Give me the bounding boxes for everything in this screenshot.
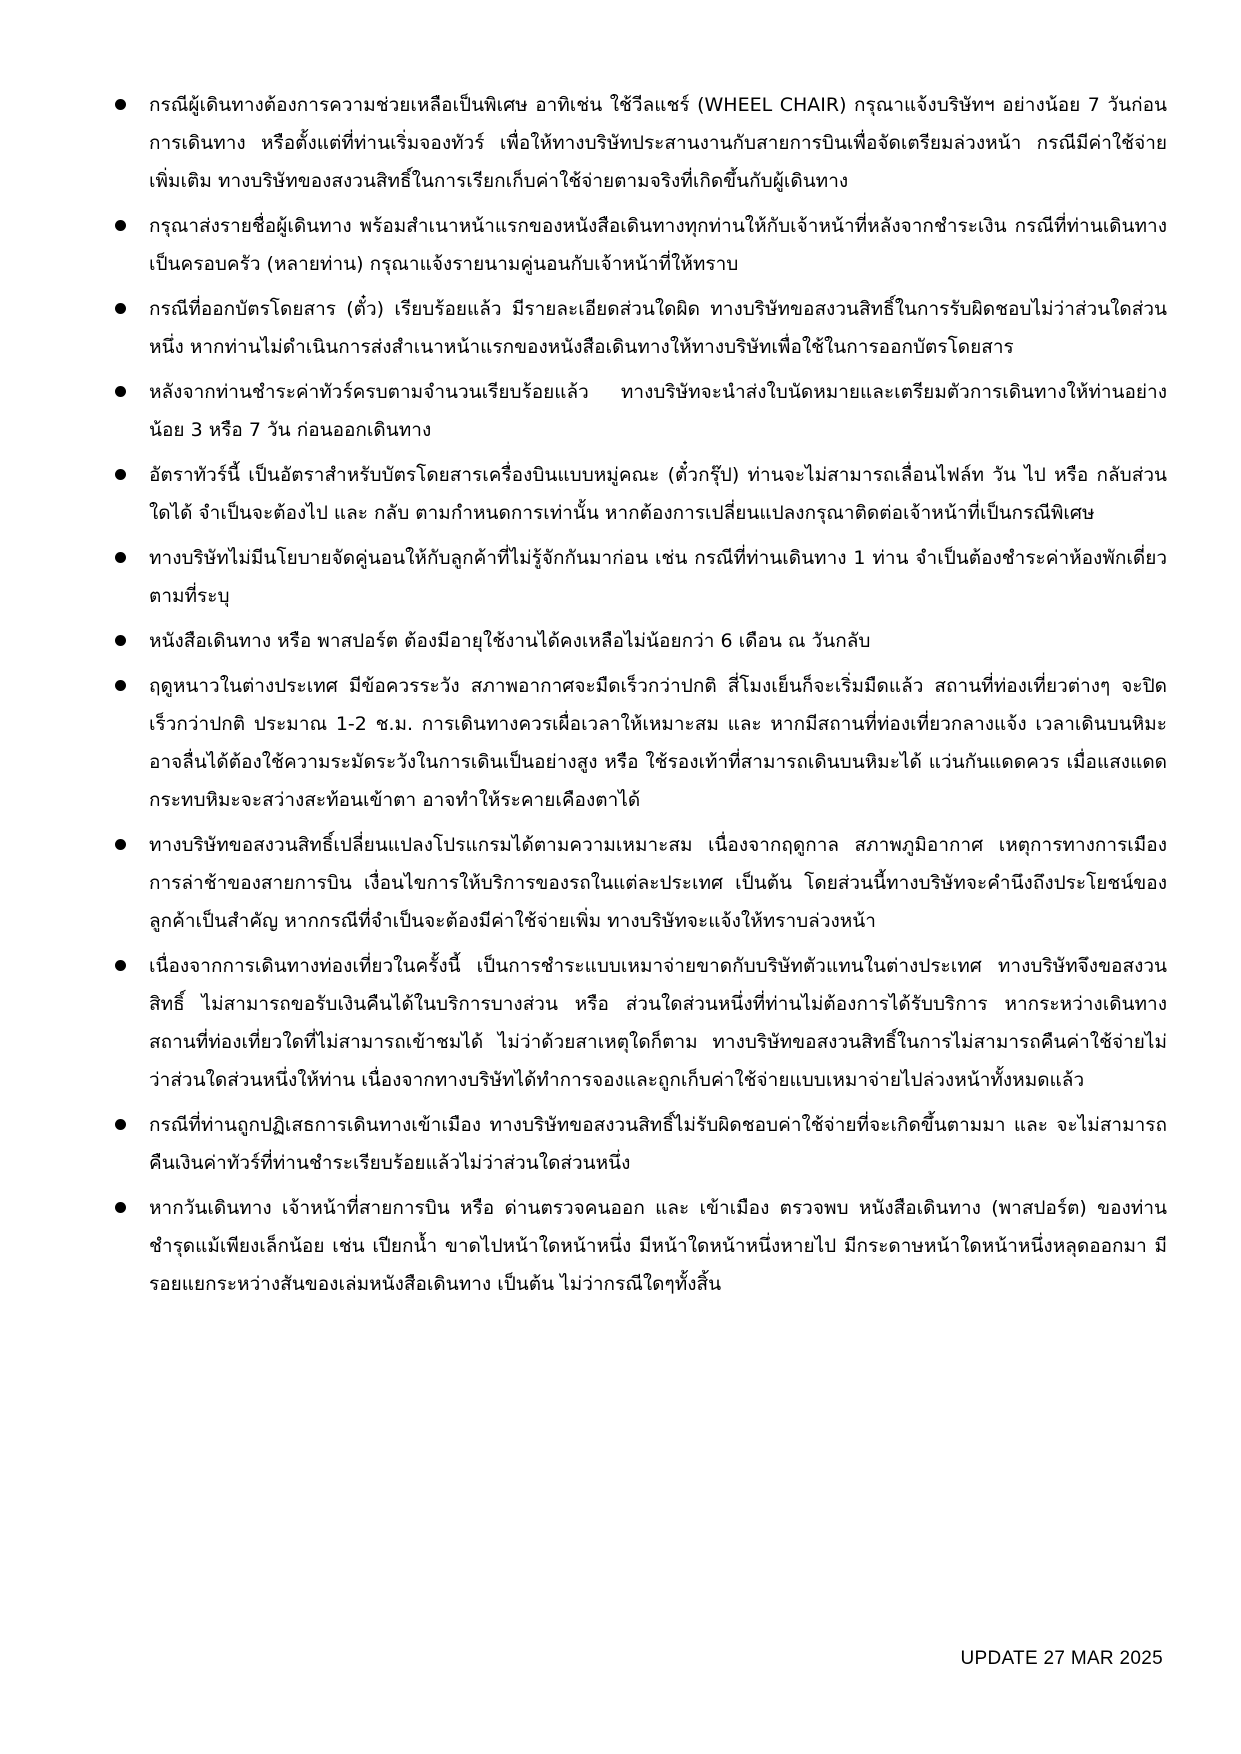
list-item-text: ทางบริษัทไม่มีนโยบายจัดคู่นอนให้กับลูกค้าที่ไม่รู้จักกันมาก่อน เช่น กรณีที่ท่านเดินทาง 1 ท่าน จำเป็นต้องชำระค่าห้องพักเดี่ยวตามที่ระบุ [149, 547, 1167, 607]
bullet-icon [115, 1202, 126, 1213]
list-item [115, 86, 1167, 200]
terms-bullet-list [115, 86, 1167, 1310]
list-item-text: หากวันเดินทาง เจ้าหน้าที่สายการบิน หรือ ด่านตรวจคนออก และ เข้าเมือง ตรวจพบ หนังสือเดินทาง (พาสปอร์ต) ของท่านชำรุดแม้เพียงเล็กน้อย เช่น เปียกน้ำ ขาดไปหน้าใดหน้าหนึ่ง มีหน้าใดหน้าหนึ่งหายไป มีกระดาษหน้าใดหน้าหนึ่งหลุดออกมา มีรอยแยกระหว่างสันของเล่มหนังสือเดินทาง เป็นต้น ไม่ว่ากรณีใดๆทั้งสิ้น [149, 1197, 1167, 1295]
bullet-icon [115, 1119, 126, 1130]
bullet-icon [115, 469, 126, 480]
bullet-icon [115, 839, 126, 850]
list-item-text: เนื่องจากการเดินทางท่องเที่ยวในครั้งนี้ เป็นการชำระแบบเหมาจ่ายขาดกับบริษัทตัวแทนในต่างประเทศ ทางบริษัทจึงขอสงวนสิทธิ์ ไม่สามารถขอรับเงินคืนได้ในบริการบางส่วน หรือ ส่วนใดส่วนหนึ่งที่ท่านไม่ต้องการได้รับบริการ หากระหว่างเดินทาง สถานที่ท่องเที่ยวใดที่ไม่สามารถเข้าชมได้ ไม่ว่าด้วยสาเหตุใดก็ตาม ทางบริษัทขอสงวนสิทธิ์ในการไม่สามารถคืนค่าใช้จ่ายไม่ว่าส่วนใดส่วนหนึ่งให้ท่าน เนื่องจากทางบริษัทได้ทำการจองและถูกเก็บค่าใช้จ่ายแบบเหมาจ่ายไปล่วงหน้าทั้งหมดแล้ว [149, 955, 1167, 1091]
list-item [115, 826, 1167, 940]
bullet-icon [115, 960, 126, 971]
list-item [115, 667, 1167, 819]
list-item [115, 1106, 1167, 1182]
list-item-text: กรณีที่ท่านถูกปฏิเสธการเดินทางเข้าเมือง ทางบริษัทขอสงวนสิทธิ์ไม่รับผิดชอบค่าใช้จ่ายที่จะเกิดขึ้นตามมา และ จะไม่สามารถคืนเงินค่าทัวร์ที่ท่านชำระเรียบร้อยแล้วไม่ว่าส่วนใดส่วนหนึ่ง [149, 1114, 1167, 1174]
bullet-icon [115, 303, 126, 314]
list-item-text: กรณีผู้เดินทางต้องการความช่วยเหลือเป็นพิเศษ อาทิเช่น ใช้วีลแชร์ (WHEEL CHAIR) กรุณาแจ้งบริษัทฯ อย่างน้อย 7 วันก่อนการเดินทาง หรือตั้งแต่ที่ท่านเริ่มจองทัวร์ เพื่อให้ทางบริษัทประสานงานกับสายการบินเพื่อจัดเตรียมล่วงหน้า กรณีมีค่าใช้จ่ายเพิ่มเติม ทางบริษัทของสงวนสิทธิ์ในการเรียกเก็บค่าใช้จ่ายตามจริงที่เกิดขึ้นกับผู้เดินทาง [149, 94, 1167, 192]
list-item-text: หนังสือเดินทาง หรือ พาสปอร์ต ต้องมีอายุใช้งานได้คงเหลือไม่น้อยกว่า 6 เดือน ณ วันกลับ [149, 630, 871, 652]
list-item-text: ฤดูหนาวในต่างประเทศ มีข้อควรระวัง สภาพอากาศจะมืดเร็วกว่าปกติ สี่โมงเย็นก็จะเริ่มมืดแล้ว สถานที่ท่องเที่ยวต่างๆ จะปิดเร็วกว่าปกติ ประมาณ 1-2 ช.ม. การเดินทางควรเผื่อเวลาให้เหมาะสม และ หากมีสถานที่ท่องเที่ยวกลางแจ้ง เวลาเดินบนหิมะ อาจลื่นได้ต้องใช้ความระมัดระวังในการเดินเป็นอย่างสูง หรือ ใช้รองเท้าที่สามารถเดินบนหิมะได้ แว่นกันแดดควร เมื่อแสงแดดกระทบหิมะจะสว่างสะท้อนเข้าตา อาจทำให้ระคายเคืองตาได้ [149, 675, 1167, 811]
list-item [115, 1189, 1167, 1303]
list-item-text: หลังจากท่านชำระค่าทัวร์ครบตามจำนวนเรียบร้อยแล้ว ทางบริษัทจะนำส่งใบนัดหมายและเตรียมตัวการเดินทางให้ท่านอย่างน้อย 3 หรือ 7 วัน ก่อนออกเดินทาง [149, 381, 1167, 441]
list-item [115, 290, 1167, 366]
bullet-icon [115, 635, 126, 646]
list-item-text: ทางบริษัทขอสงวนสิทธิ์เปลี่ยนแปลงโปรแกรมได้ตามความเหมาะสม เนื่องจากฤดูกาล สภาพภูมิอากาศ เหตุการทางการเมือง การล่าช้าของสายการบิน เงื่อนไขการให้บริการของรถในแต่ละประเทศ เป็นต้น โดยส่วนนี้ทางบริษัทจะคำนึงถึงประโยชน์ของลูกค้าเป็นสำคัญ หากกรณีที่จำเป็นจะต้องมีค่าใช้จ่ายเพิ่ม ทางบริษัทจะแจ้งให้ทราบล่วงหน้า [149, 834, 1167, 932]
list-item-text: กรุณาส่งรายชื่อผู้เดินทาง พร้อมสำเนาหน้าแรกของหนังสือเดินทางทุกท่านให้กับเจ้าหน้าที่หลังจากชำระเงิน กรณีที่ท่านเดินทางเป็นครอบครัว (หลายท่าน) กรุณาแจ้งรายนามคู่นอนกับเจ้าหน้าที่ให้ทราบ [149, 215, 1167, 275]
list-item [115, 456, 1167, 532]
list-item [115, 622, 1167, 660]
list-item [115, 539, 1167, 615]
list-item-text: อัตราทัวร์นี้ เป็นอัตราสำหรับบัตรโดยสารเครื่องบินแบบหมู่คณะ (ตั๋วกรุ๊ป) ท่านจะไม่สามารถเลื่อนไฟล์ท วัน ไป หรือ กลับส่วนใดได้ จำเป็นจะต้องไป และ กลับ ตามกำหนดการเท่านั้น หากต้องการเปลี่ยนแปลงกรุณาติดต่อเจ้าหน้าที่เป็นกรณีพิเศษ [149, 464, 1167, 524]
update-date-footer: UPDATE 27 MAR 2025 [960, 1648, 1163, 1669]
list-item [115, 947, 1167, 1099]
bullet-icon [115, 386, 126, 397]
bullet-icon [115, 99, 126, 110]
list-item [115, 373, 1167, 449]
bullet-icon [115, 680, 126, 691]
list-item-text: กรณีที่ออกบัตรโดยสาร (ตั๋ว) เรียบร้อยแล้ว มีรายละเอียดส่วนใดผิด ทางบริษัทขอสงวนสิทธิ์ในการรับผิดชอบไม่ว่าส่วนใดส่วนหนึ่ง หากท่านไม่ดำเนินการส่งสำเนาหน้าแรกของหนังสือเดินทางให้ทางบริษัทเพื่อใช้ในการออกบัตรโดยสาร [149, 298, 1167, 358]
bullet-icon [115, 552, 126, 563]
list-item [115, 207, 1167, 283]
bullet-icon [115, 220, 126, 231]
